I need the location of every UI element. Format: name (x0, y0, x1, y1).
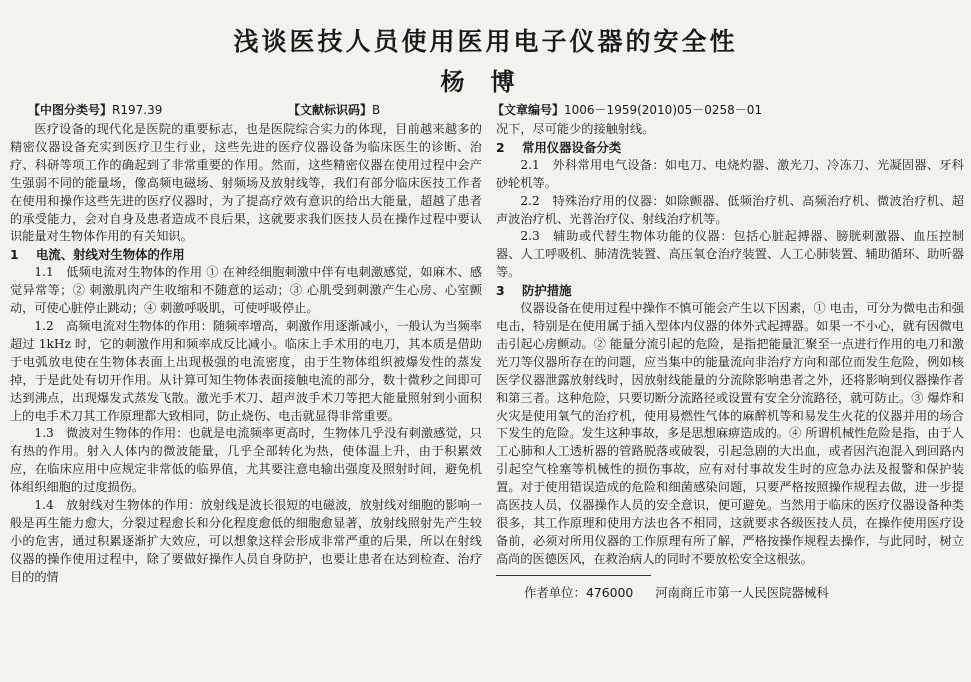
section-2-heading (496, 139, 964, 157)
left-column (10, 121, 482, 587)
article-title: 浅谈医技人员使用医用电子仪器的安全性 (233, 27, 738, 56)
affiliation-label: 作者单位：476000 (524, 584, 634, 600)
art-value: 1006－1959(2010)05－0258－01 (564, 103, 763, 117)
para-1-2: 1.2 高频电流对生物体的作用：随频率增高，刺激作用逐渐减小，一般认为当频率超过 1kHz 时，它的刺激作用和频率成反比减小。临床上手术用的电刀，其本质是借助于电弧放电使在生物体表面上出现极强的电流密度，由于生物体组织被爆发性的蒸发掉，于是此处有切开作用。从计算可知生物体表面接触电流的部分，数十微秒之间即可达到沸点，出现爆发式蒸发飞散。激光手术刀、超声波手术刀等把大能量照射到小面积上的电手术刀其工作原理都大致相同，防止烧伤、电击就显得非常重要。 (10, 318, 482, 423)
para-2-3: 2.3 辅助或代替生物体功能的仪器：包括心脏起搏器、膀胱刺激器、血压控制器、人工呼吸机、肺清洗装置、高压氧仓治疗装置、人工心肺装置、辅助循环、助听器等。 (496, 229, 964, 280)
section-3-title: 防护措施 (522, 283, 572, 299)
intro-paragraph: 医疗设备的现代化是医院的重要标志，也是医院综合实力的体现，目前越来越多的精密仪器设备充实到医疗卫生行业，这些先进的医疗仪器设备为临床医生的诊断、治疗、科研等项工作的确起到了非常重要的作用。然而，这些精密仪器在使用过程中会产生强弱不同的能量场，像高频电磁场、射频场及放射线等，我们有部分临床医技工作者在使用和操作这些先进的医疗仪器时，为了提高疗效有意识的给出大能量，超越了患者的承受能力，会对自身及患者造成不良后果，这就要求我们医技人员在操作过程中要认识能量对生物体作用的有关知识。 (10, 122, 482, 244)
clc-label: 【中图分类号】 (28, 103, 113, 117)
clc-number (28, 101, 162, 118)
section-3-number: 3 (496, 283, 505, 299)
clc-value: R197.39 (112, 103, 163, 117)
right-column (496, 121, 964, 602)
footnote-divider (496, 575, 651, 576)
para-3: 仪器设备在使用过程中操作不慎可能会产生以下因素，① 电击，可分为微电击和强电击，特别是在使用属于插入型体内仪器的体外式起搏器。如果一不小心，就有因微电击引起心房颤动。② 能量分流引起的危险，是指把能量汇聚至一点进行作用的电刀和激光刀等仪器所存在的问题，应当集中的能量流向非治疗方向和部位而发生危险，例如核医学仪器泄露放射线时，因放射线能量的分流除影响患者之外，还将影响到仪器操作者和第三者。这种危险，只要切断分流路径或设置有安全分流路径，就可防止。③ 爆炸和火灾是使用氧气的治疗机，使用易燃性气体的麻醉机等和易发生火花的仪器并用的场合下发生的危险。发生这种事故，多是思想麻痹造成的。④ 所谓机械性危险是指，由于人工心肺和人工透析器的管路脱落或破裂，引起急剧的大出血，或者因汽泡混入到回路内引起空气栓塞等机械性的损伤事故，应有对付事故发生时的应急办法及报警和保护装置。对于使用错误造成的危险和细菌感染问题，只要严格按照操作规程去做，进一步提高医技人员，仪器操作人员的安全意识，便可避免。当然用于临床的医疗仪器设备种类很多，其工作原理和使用方法也各不相同，这就要求各级医技人员，在操作使用医疗设备前，必须对所用仪器的工作原理有所了解，严格按操作规程去操作，与此同时，树立高尚的医德医风，在救治病人的同时不要放松安全这根弦。 (496, 301, 964, 566)
section-1-title: 电流、射线对生物体的作用 (36, 247, 185, 263)
para-1-1: 1.1 低频电流对生物体的作用 ① 在神经细胞刺激中伴有电刺激感觉，如麻木、感觉异常等；② 刺激肌肉产生收缩和不随意的运动；③ 心肌受到刺激产生心房、心室颤动，可使心脏停止跳动；④ 刺激呼吸肌，可使呼吸停止。 (10, 265, 482, 316)
art-label: 【文章编号】 (492, 103, 565, 117)
doc-label: 【文献标识码】 (288, 103, 373, 117)
section-1-heading (10, 246, 482, 264)
author-affiliation (496, 584, 964, 602)
doc-value: B (372, 103, 381, 117)
para-2-2: 2.2 特殊治疗用的仪器：如除颤器、低频治疗机、高频治疗机、微波治疗机、超声波治疗机、光普治疗仪、射线治疗机等。 (496, 193, 964, 226)
article-number (492, 101, 762, 118)
author-name: 杨博 (440, 68, 541, 96)
section-3-heading (496, 282, 964, 300)
section-2-number: 2 (496, 139, 505, 155)
para-1-4: 1.4 放射线对生物体的作用：放射线是波长很短的电磁波，放射线对细胞的影响一般是再生能力愈大，分裂过程愈长和分化程度愈低的细胞愈显著，放射线照射先产生较小的危害，通过积累逐渐扩大效应，可以想象这样会形成非常严重的后果，所以在射线仪器的操作使用过程中，除了要做好操作人员自身防护，也要让患者在达到检查、治疗目的的情 (10, 498, 482, 584)
affiliation-value: 河南商丘市第一人民医院器械科 (655, 584, 829, 600)
para-1-3: 1.3 微波对生物体的作用：也就是电流频率更高时，生物体几乎没有刺激感觉，只有热的作用。射入人体内的微波能量，几乎全部转化为热，使体温上升，由于积累效应，在临床应用中应规定非常低的临界值，尤其要注意电输出强度及照射时间，避免机体组织细胞的过度损伤。 (10, 426, 482, 495)
para-2-1: 2.1 外科常用电气设备：如电刀、电烧灼器、激光刀、冷冻刀、光凝固器、牙科砂轮机等。 (496, 157, 964, 190)
section-1-number: 1 (10, 247, 19, 263)
section-2-title: 常用仪器设备分类 (522, 139, 622, 155)
continued-text: 况下，尽可能少的接触射线。 (496, 122, 655, 136)
document-code (288, 101, 380, 118)
